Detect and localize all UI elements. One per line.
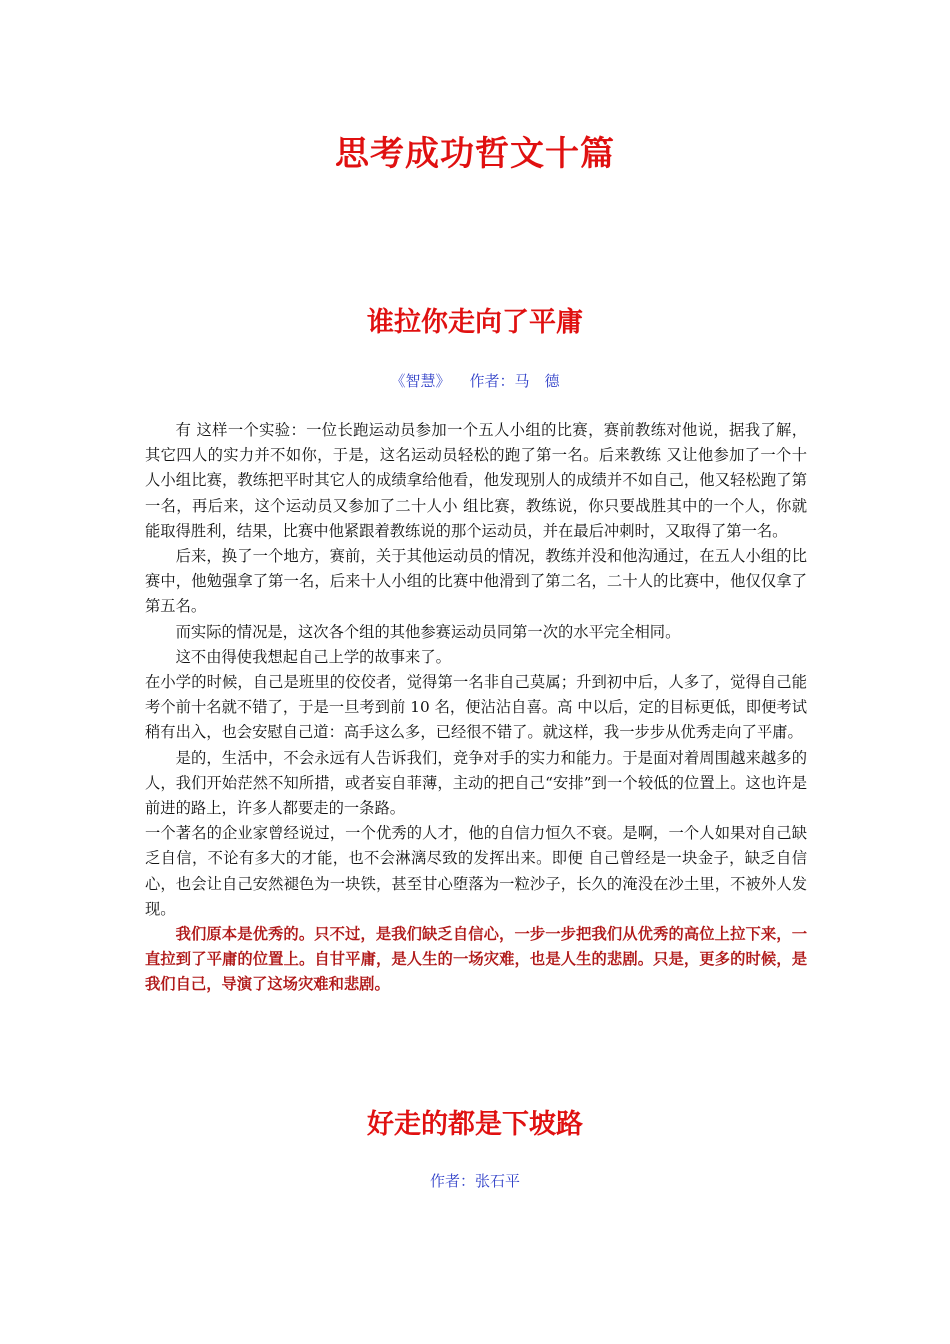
paragraph: 有 这样一个实验：一位长跑运动员参加一个五人小组的比赛，赛前教练对他说，据我了解，其它四人的实力并不如你，于是，这名运动员轻松的跑了第一名。后来教练 又让他参加了一个十人小组比赛，教练把平时其它人的成绩拿给他看，他发现别人的成绩并不如自己，他又轻松跑了第一名，再后来，这个运动员又参加了二十人小 组比赛，教练说，你只要战胜其中的一个人，你就能取得胜利，结果，比赛中他紧跟着教练说的那个运动员，并在最后冲刺时，又取得了第一名。 [145,421,807,540]
paragraph: 一个著名的企业家曾经说过，一个优秀的人才，他的自信力恒久不衰。是啊，一个人如果对自己缺乏自信，不论有多大的才能，也不会淋漓尽致的发挥出来。即便 自己曾经是一块金子，缺乏自信心，也会让自己安然褪色为一块铁，甚至甘心堕落为一粒沙子，长久的淹没在沙土里，不被外人发现。 [145,824,807,918]
page-title: 思考成功哲文十篇 [335,134,615,174]
paragraph: 这不由得使我想起自己上学的故事来了。 [175,647,451,666]
article-1-body [145,418,807,998]
article-2-byline: 作者：张石平 [429,1172,520,1190]
paragraph: 在小学的时候，自己是班里的佼佼者，觉得第一名非自己莫属；升到初中后，人多了，觉得自己能考个前十名就不错了，于是一旦考到前 10 名，便沾沾自喜。高 中以后，定的目标更低，即便考试稍有出入，也会安慰自己道：高手这么多，已经很不错了。就这样，我一步步从优秀走向了平庸。 [145,673,807,742]
article-1-title: 谁拉你走向了平庸 [367,307,583,338]
paragraph: 后来，换了一个地方，赛前，关于其他运动员的情况，教练并没和他沟通过，在五人小组的比赛中，他勉强拿了第一名，后来十人小组的比赛中他滑到了第二名，二十人的比赛中，他仅仅拿了第五名。 [145,547,807,616]
paragraph: 是的，生活中，不会永远有人告诉我们，竞争对手的实力和能力。于是面对着周围越来越多的人，我们开始茫然不知所措，或者妄自菲薄，主动的把自己“安排”到一个较低的位置上。这也许是前进的路上，许多人都要走的一条路。 [145,748,807,818]
emphasis-paragraph: 我们原本是优秀的。只不过，是我们缺乏自信心，一步一步把我们从优秀的高位上拉下来，一直拉到了平庸的位置上。自甘平庸，是人生的一场灾难，也是人生的悲剧。只是，更多的时候，是我们自己，导演了这场灾难和悲剧。 [145,925,807,994]
article-2-title: 好走的都是下坡路 [367,1109,583,1140]
paragraph: 而实际的情况是，这次各个组的其他参赛运动员同第一次的水平完全相同。 [175,622,681,641]
article-1-byline: 《智慧》 作者：马 德 [390,372,560,390]
